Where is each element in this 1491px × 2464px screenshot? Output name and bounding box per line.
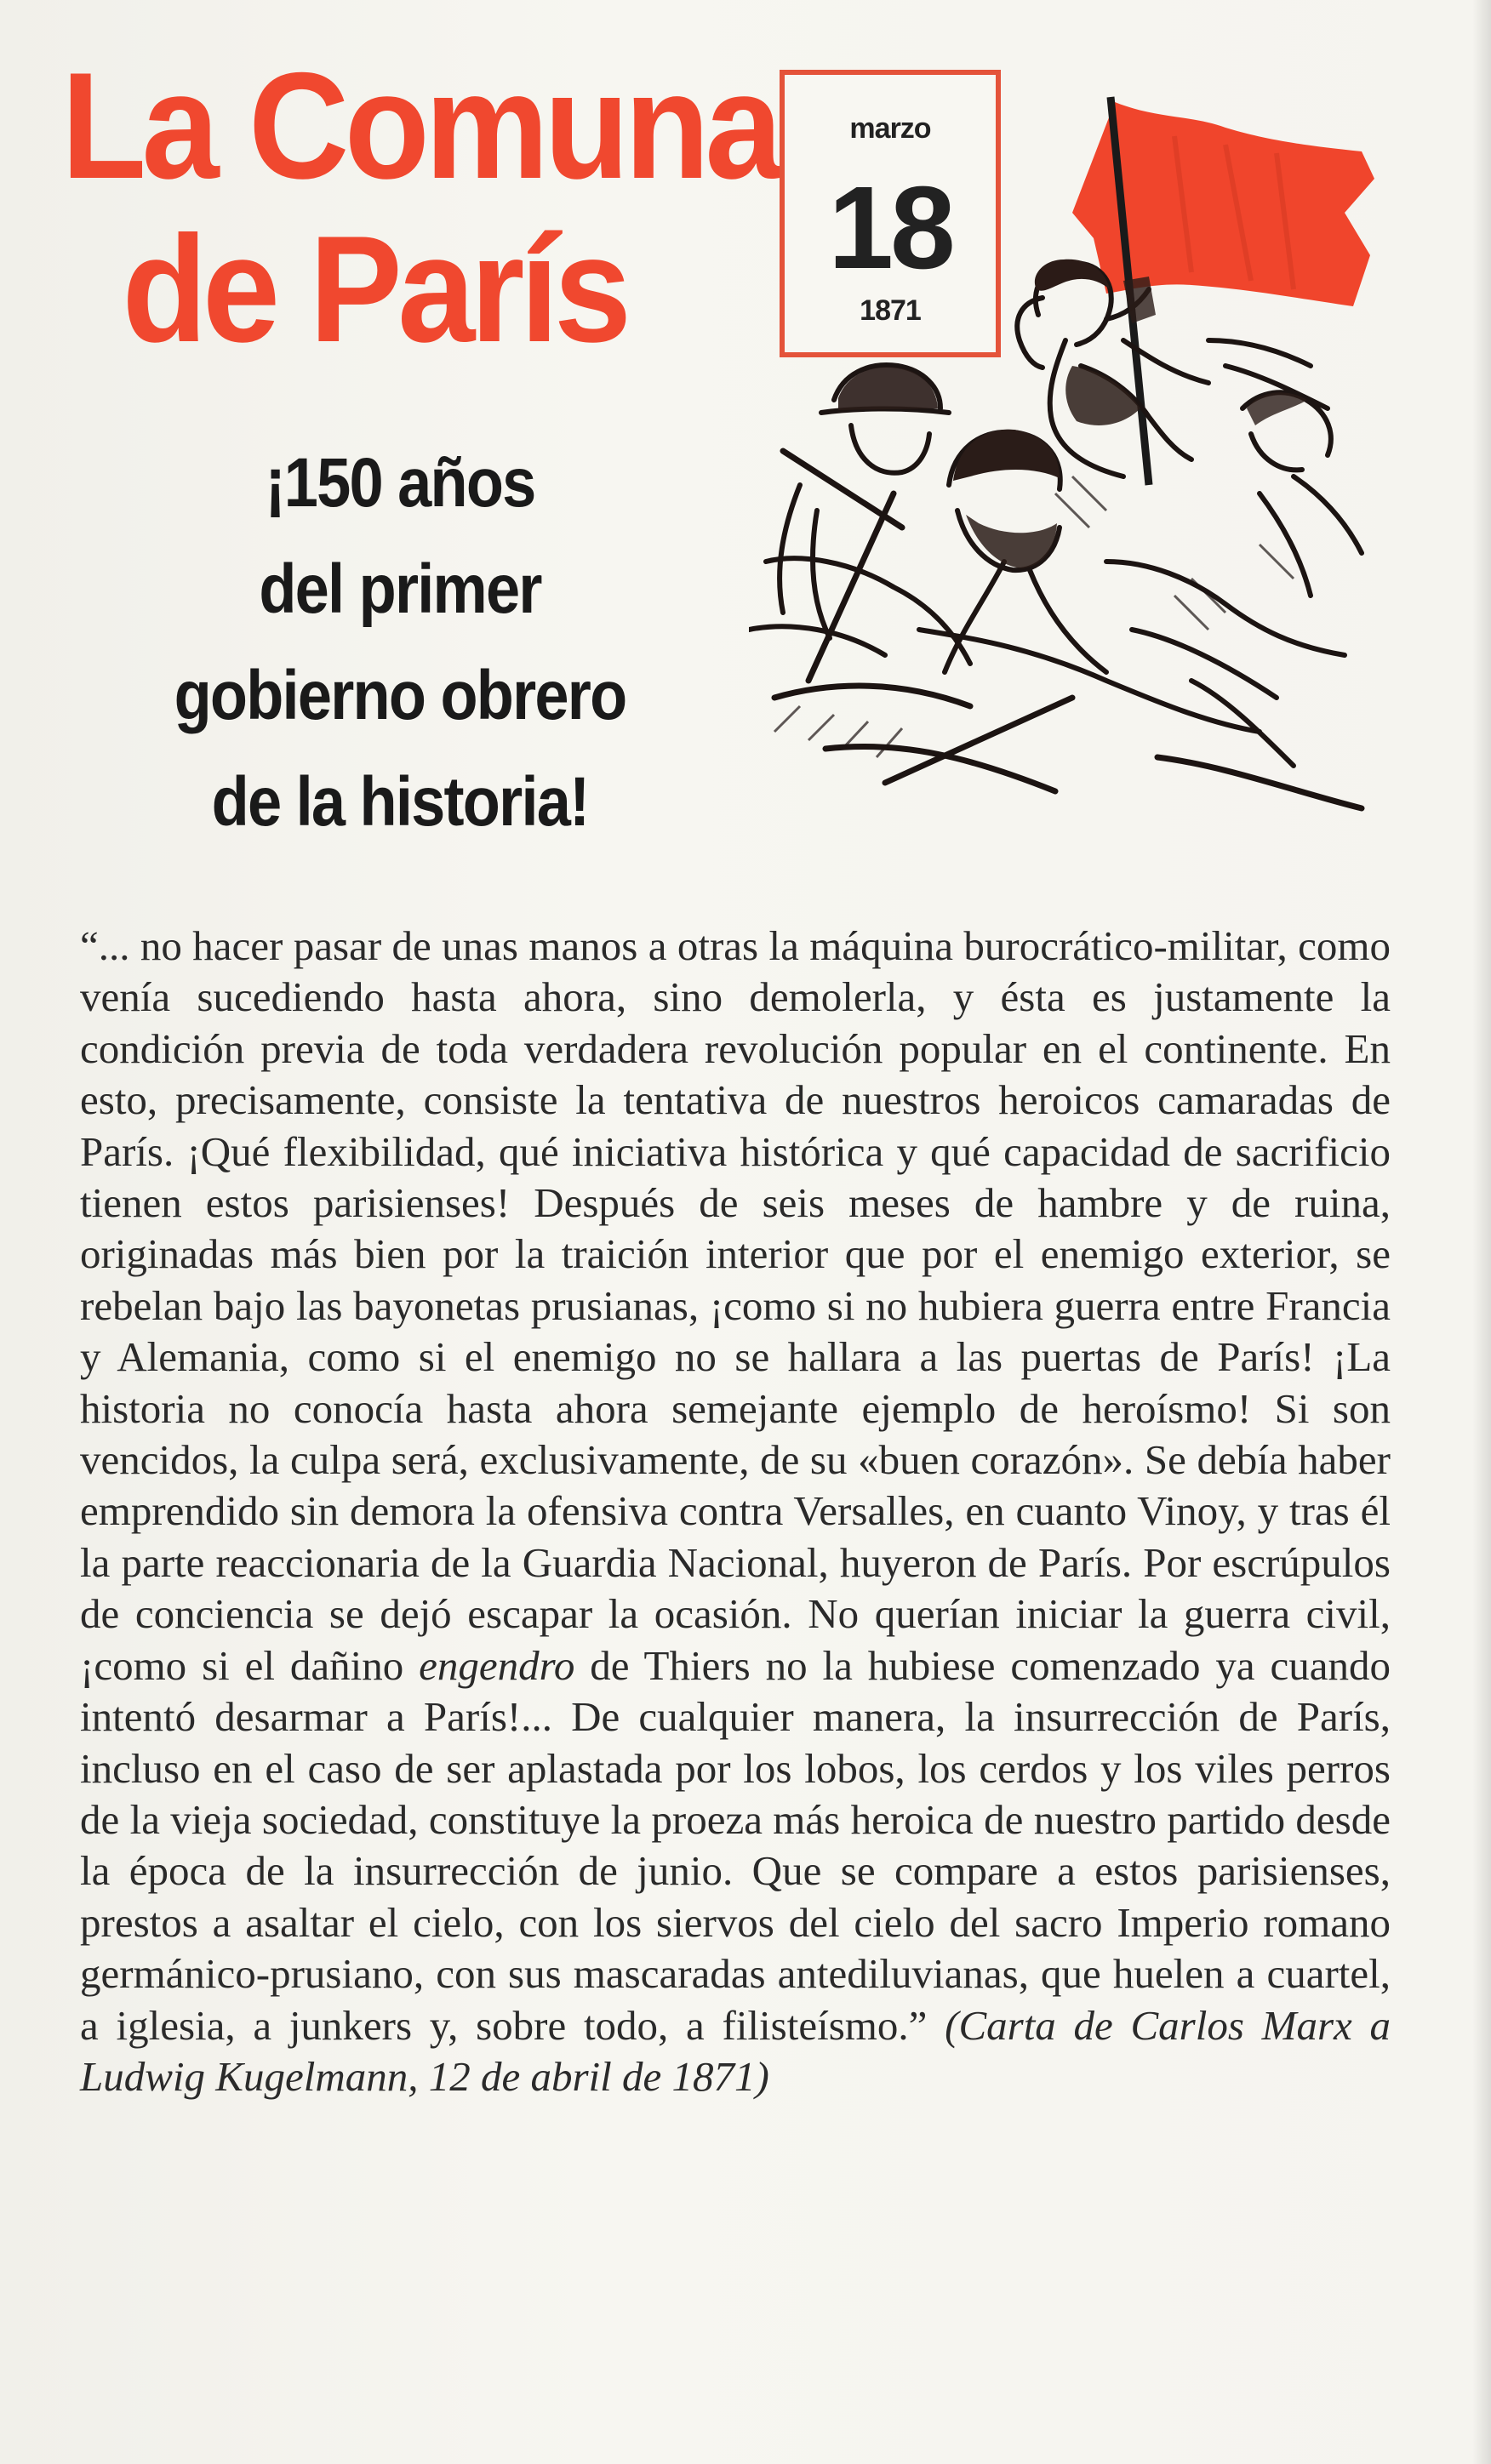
page-title — [61, 41, 778, 374]
subtitle — [108, 430, 692, 855]
quote-text-part-1: “... no hacer pasar de unas manos a otras la máquina burocrático-militar, como venía sucediendo hasta ahora, sino demolerla, y ésta es justamente la condición previa de toda verdadera revolución popular en el continente. En esto, precisamente, consiste la tentativa de nuestros heroicos camaradas de París. ¡Qué flexibilidad, qué iniciativa histórica y qué capacidad de sacrificio tienen estos parisienses! Después de seis meses de hambre y de ruina, originadas más bien por la traición interior que por el enemigo exterior, se rebelan bajo las bayonetas prusianas, ¡como si no hubiera guerra entre Francia y Alemania, como si el enemigo no se hallara a las puertas de París! ¡La historia no conocía hasta ahora semejante ejemplo de heroísmo! Si son vencidos, la culpa será, exclusivamente, de su «buen corazón». Se debía haber emprendido sin demora la ofensiva contra Versalles, en cuanto Vinoy, y tras él la parte reaccionaria de la Guardia Nacional, huyeron de París. Por escrúpulos de conciencia se dejó escapar la ocasión. No querían iniciar la guerra civil, ¡como si el dañino — [80, 922, 1391, 1689]
title-line-1: La Comuna — [61, 41, 778, 210]
page-edge-shadow — [1472, 0, 1491, 2464]
date-month: marzo — [849, 112, 931, 145]
subtitle-line-4: de la historia! — [211, 763, 589, 841]
marx-quote — [80, 921, 1391, 2102]
title-line-2: de París — [122, 204, 627, 374]
date-box — [780, 70, 1001, 357]
subtitle-line-2: del primer — [259, 550, 541, 628]
date-day: 18 — [828, 163, 952, 294]
subtitle-line-1: ¡150 años — [265, 444, 535, 522]
quote-emphasis: engendro — [419, 1641, 575, 1689]
date-year: 1871 — [860, 294, 921, 327]
quote-text-part-2: de Thiers no la hubiese comenzado ya cuando intentó desarmar a París!... De cualquier manera, la insurrección de París, incluso en el caso de ser aplastada por los lobos, los cerdos y los viles perros de la vieja sociedad, constituye la proeza más heroica de nuestro partido desde la época de la insurrección de junio. Que se compare a estos parisienses, prestos a asaltar el cielo, con los siervos del cielo del sacro Imperio romano germánico-prusiano, con sus mascaradas antediluvianas, que huelen a cuartel, a iglesia, a junkers y, sobre todo, a filisteísmo.” — [80, 1641, 1391, 2049]
subtitle-line-3: gobierno obrero — [174, 657, 626, 734]
quote-citation: (Carta de Carlos Marx a Ludwig Kugelmann, 12 de abril de 1871) — [80, 2001, 1391, 2100]
